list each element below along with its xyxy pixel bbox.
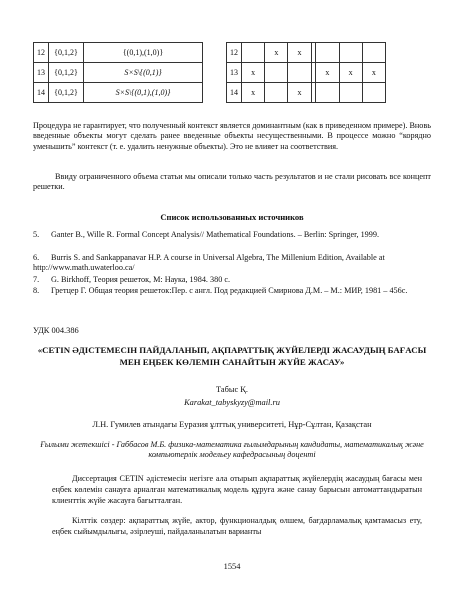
matrix-cell: [316, 83, 339, 103]
keywords: Кілттік сөздер: ақпараттық жүйе, актор, функционалдық өлшем, бағдарламалық қамтамасыз ету, еңбек сыйымдылығы, әзірлеушi, пайдаланылатын варианты: [52, 516, 422, 536]
table-row: [227, 83, 386, 103]
reference-number: 8.: [33, 286, 40, 295]
supervisor: Ғылыми жетекшісі - Габбасов М.Б. физика-математика ғылымдарының кандидаты, математикалық және компьютерлік модельеу кафедрасының доценті: [40, 440, 424, 460]
matrix-cell: [362, 83, 385, 103]
affiliation: Л.Н. Гумилев атындағы Еуразия ұлттық университеті, Нұр-Сұлтан, Қазақстан: [92, 420, 372, 429]
row-number: 13: [34, 63, 49, 83]
matrix-cell: [265, 63, 288, 83]
table-left: [33, 42, 203, 103]
matrix-cell: x: [339, 63, 362, 83]
matrix-cell: x: [316, 63, 339, 83]
matrix-cell: [362, 43, 385, 63]
reference-item: [33, 253, 431, 273]
relation-cell: S×S\{(0,1)}: [84, 63, 203, 83]
matrix-cell: [339, 83, 362, 103]
matrix-cell: x: [265, 43, 288, 63]
matrix-cell: x: [288, 83, 311, 103]
reference-number: 5.: [33, 230, 40, 239]
reference-number: 6.: [33, 253, 40, 262]
author-name: Табыс Қ.: [215, 385, 248, 394]
matrix-cell: x: [288, 43, 311, 63]
reference-item: [33, 275, 431, 285]
reference-text: Burris S. and Sankappanavar H.P. A course in Universal Algebra, The Millenium Edition, Available at http://www.math.uwaterloo.ca/: [33, 253, 385, 272]
set-cell: {0,1,2}: [49, 83, 84, 103]
references-heading: Список использованных источников: [160, 212, 304, 222]
matrix-cell: x: [362, 63, 385, 83]
page-number: 1554: [223, 562, 241, 571]
table-row: [227, 43, 386, 63]
table-row: [34, 43, 203, 63]
reference-item: [33, 230, 431, 240]
relation-cell: S×S\{(0,1),(1,0)}: [84, 83, 203, 103]
matrix-cell: [265, 83, 288, 103]
row-number: 14: [227, 83, 242, 103]
set-cell: {0,1,2}: [49, 63, 84, 83]
reference-text: G. Birkhoff, Теория решеток, М: Наука, 1984. 380 с.: [51, 275, 231, 284]
matrix-cell: x: [242, 83, 265, 103]
table-right: [226, 42, 386, 103]
row-number: 12: [34, 43, 49, 63]
matrix-cell: [316, 43, 339, 63]
row-number: 14: [34, 83, 49, 103]
reference-item: [33, 286, 431, 296]
table-row: [227, 63, 386, 83]
matrix-cell: [339, 43, 362, 63]
reference-number: 7.: [33, 275, 40, 284]
matrix-cell: [288, 63, 311, 83]
body-paragraph: Ввиду ограниченного объема статьи мы описали только часть результатов и не стали рисовать все концепт решетки.: [33, 172, 431, 192]
matrix-cell: x: [242, 63, 265, 83]
article-title: «CETIN ӘДІСТЕМЕСІН ПАЙДАЛАНЫП, АҚПАРАТТЫҚ ЖҮЙЕЛЕРДІ ЖАСАУДЫҢ БАҒАСЫ МЕН ЕҢБЕК КӨЛЕМІН САНАЙТЫН ЖҮЙЕ ЖАСАУ»: [37, 345, 427, 367]
relation-cell: {(0,1),(1,0)}: [84, 43, 203, 63]
row-number: 12: [227, 43, 242, 63]
matrix-cell: [242, 43, 265, 63]
author-email: Karakat_tabyskyzy@mail.ru: [184, 398, 280, 407]
reference-text: Ganter B., Wille R. Formal Concept Analysis// Mathematical Foundations. – Berlin: Springer, 1999.: [51, 230, 380, 239]
abstract: Диссертация CETIN әдістемесін негізге ала отырып ақпараттық жүйелердің жасаудың бағасы мен еңбек көлемін санауға арналған математикалық модель құруға және санау барысын автоматтандыратын клиенттік жүйе жасауға бағытталған.: [52, 474, 422, 505]
table-row: [34, 83, 203, 103]
row-number: 13: [227, 63, 242, 83]
set-cell: {0,1,2}: [49, 43, 84, 63]
reference-text: Гретцер Г. Общая теория решеток:Пер. с англ. Под редакцией Смирнова Д.М. – М.: МИР, 1981 – 456с.: [51, 286, 408, 295]
body-paragraph: Процедура не гарантирует, что полученный контекст является доминантным (как в приведенном примере). Вновь введенные объекты могут сделать ранее введенные объекты несущественными. В процессе можно “корядно уменьшить” контекст (т. е. удалить ненужные объекты). Это не влияет на соответствия.: [33, 121, 431, 151]
udc-code: УДК 004.386: [33, 326, 79, 335]
table-row: [34, 63, 203, 83]
